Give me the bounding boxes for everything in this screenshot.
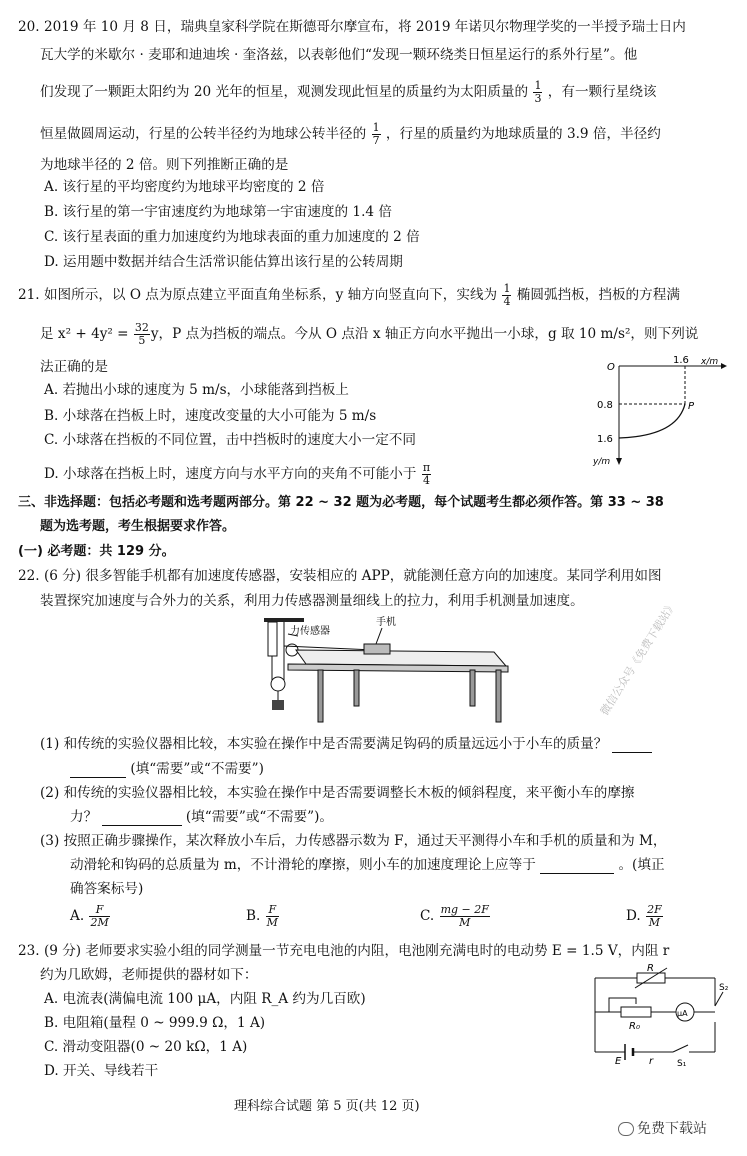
watermark-brand xyxy=(618,1118,707,1138)
q20-option-c: C. 该行星表面的重力加速度约为地球表面的重力加速度的 2 倍 xyxy=(44,229,420,245)
q20-line4-text: 恒星做圆周运动，行星的公转半径约为地球公转半径的 xyxy=(40,126,367,142)
frac-den: 3 xyxy=(534,92,542,105)
q21-option-b: B. 小球落在挡板上时，速度改变量的大小可能为 5 m/s xyxy=(44,408,377,424)
frac-num: 1 xyxy=(372,121,380,134)
fraction-pi-4 xyxy=(422,462,431,487)
frac-num: 1 xyxy=(503,282,511,295)
frac-num: F xyxy=(266,904,279,917)
choice-label: B. xyxy=(246,908,261,924)
y-arrow-icon xyxy=(616,458,622,465)
ellipse-arc-baffle xyxy=(619,404,685,438)
origin-label: O xyxy=(607,362,615,373)
x-tick-label: 1.6 xyxy=(673,355,689,366)
section3-line1: 三、非选择题：包括必考题和选考题两部分。第 22 ~ 32 题为必考题，每个试题考生都必须作答。第 33 ~ 38 xyxy=(18,495,664,510)
table-leg xyxy=(354,670,359,706)
q21-line1 xyxy=(18,283,680,308)
q22-line2: 装置探究加速度与合外力的关系，利用力传感器测量细线上的拉力，利用手机测量加速度。 xyxy=(40,593,584,609)
q23-line1: 23. (9 分) 老师要求实验小组的同学测量一节充电电池的内阻，电池刚充满电时的电动势 E = 1.5 V，内阻 r xyxy=(18,943,670,959)
frac-den: M xyxy=(459,916,471,929)
frac-num: 32 xyxy=(134,321,149,334)
answer-blank-1a[interactable] xyxy=(612,752,652,753)
q20-option-d: D. 运用题中数据并结合生活常识能估算出该行星的公转周期 xyxy=(44,254,403,270)
y-tick-label-1: 0.8 xyxy=(597,400,613,411)
q21-line1-tail: 椭圆弧挡板，挡板的方程满 xyxy=(516,287,680,303)
section3-line2: 题为选考题，考生根据要求作答。 xyxy=(40,519,236,534)
choice-label: D. xyxy=(626,908,641,924)
long-board xyxy=(296,650,506,666)
q20-line3-text: 们发现了一颗距太阳约为 20 光年的恒星，观测发现此恒星的质量约为太阳质量的 xyxy=(40,84,529,100)
q21-line1-text: 21. 如图所示，以 O 点为原点建立平面直角坐标系，y 轴方向竖直向下，实线为 xyxy=(18,287,498,303)
label-r-internal: r xyxy=(649,1056,654,1067)
phone-label: 手机 xyxy=(376,617,396,628)
q22-part3-line1: (3) 按照正确步骤操作，某次释放小车后，力传感器示数为 F，通过天平测得小车和手机的质量和为 M， xyxy=(40,833,667,849)
choice-label: C. xyxy=(420,908,435,924)
q20-option-b: B. 该行星的第一宇宙速度约为地球第一宇宙速度的 1.4 倍 xyxy=(44,204,392,220)
hook-weight xyxy=(272,700,284,710)
frac-den: M xyxy=(266,916,278,929)
q22-part1-hint: (填“需要”或“不需要”) xyxy=(130,761,264,777)
q20-option-a: A. 该行星的平均密度约为地球平均密度的 2 倍 xyxy=(44,179,325,195)
q22-choice-d xyxy=(626,904,664,929)
q22-part2-text: 力？ xyxy=(70,809,98,825)
movable-pulley xyxy=(271,677,285,691)
fraction-one-seventh xyxy=(372,122,381,147)
force-sensor xyxy=(268,622,277,656)
y-axis-label: y/m xyxy=(593,457,611,467)
frac-num: 2F xyxy=(647,903,662,916)
switch-s1 xyxy=(673,1045,688,1052)
frac-den: M xyxy=(648,916,661,929)
answer-blank-2[interactable] xyxy=(102,825,182,826)
label-microamp: μA xyxy=(677,1009,688,1018)
watermark-text: 免费下载站 xyxy=(637,1121,707,1137)
choice-fraction xyxy=(89,904,109,929)
q22-apparatus-figure xyxy=(258,614,520,730)
x-arrow-icon xyxy=(721,363,727,369)
frac-num: mg − 2F xyxy=(440,903,489,916)
answer-blank-1b[interactable] xyxy=(70,777,126,778)
q20-line5: 为地球半径的 2 倍。则下列推断正确的是 xyxy=(40,157,289,173)
q22-choice-c xyxy=(420,904,491,929)
rheostat-r0 xyxy=(621,1007,651,1017)
q21-line3: 法正确的是 xyxy=(40,359,108,375)
label-e: E xyxy=(615,1056,622,1067)
fraction-one-quarter xyxy=(502,283,511,308)
frac-num: 1 xyxy=(534,79,542,92)
q21-option-d-text: D. 小球落在挡板上时，速度方向与水平方向的夹角不可能小于 xyxy=(44,466,417,482)
q20-line4-tail: ，行星的质量约为地球质量的 3.9 倍，半径约 xyxy=(385,126,661,142)
q22-part1-line1 xyxy=(40,735,652,753)
q20-line3-tail: ，有一颗行星绕该 xyxy=(547,84,657,100)
table-leg xyxy=(470,670,475,706)
q21-option-a: A. 若抛出小球的速度为 5 m/s，小球能落到挡板上 xyxy=(44,382,349,398)
q22-part3-tail: 。(填正 xyxy=(618,857,665,873)
q22-part3-line2 xyxy=(70,856,665,874)
q23-line2: 约为几欧姆，老师提供的器材如下： xyxy=(40,967,258,983)
choice-fraction xyxy=(440,904,490,929)
label-r0: R₀ xyxy=(629,1021,640,1032)
frac-den: 7 xyxy=(372,134,380,147)
page-footer: 理科综合试题 第 5 页(共 12 页) xyxy=(234,1099,420,1114)
cart-with-phone xyxy=(364,644,390,654)
y-tick-label-2: 1.6 xyxy=(597,434,613,445)
diagonal-watermark: 微信公众号《免费下载站》 xyxy=(597,598,679,718)
q23-circuit-figure xyxy=(585,962,733,1070)
q20-line1: 20. 2019 年 10 月 8 日，瑞典皇家科学院在斯德哥尔摩宣布，将 2019 年诺贝尔物理学奖的一半授予瑞士日内 xyxy=(18,19,686,35)
label-r: R xyxy=(647,963,654,974)
frac-den: 4 xyxy=(422,474,430,487)
q22-part2-hint: (填“需要”或“不需要”)。 xyxy=(185,809,333,825)
answer-blank-3[interactable] xyxy=(540,873,614,874)
table-leg xyxy=(318,670,323,722)
choice-label: A. xyxy=(70,908,85,924)
q23-option-b: B. 电阻箱(量程 0 ~ 999.9 Ω，1 A) xyxy=(44,1015,266,1031)
q22-part2-line1: (2) 和传统的实验仪器相比较，本实验在操作中是否需要调整长木板的倾斜程度，来平衡小车的摩擦 xyxy=(40,785,635,801)
q20-line2: 瓦大学的米歇尔 · 麦耶和迪迪埃 · 奎洛兹，以表彰他们“发现一颗环绕类日恒星运行的系外行星”。他 xyxy=(40,47,638,63)
q22-choice-b xyxy=(246,904,280,929)
q23-option-a: A. 电流表(满偏电流 100 μA，内阻 R_A 约为几百欧) xyxy=(44,991,366,1007)
q22-part1-line2 xyxy=(70,760,264,778)
section3-subheading: (一) 必考题：共 129 分。 xyxy=(18,544,175,559)
ceiling-mount xyxy=(264,618,304,622)
table-leg xyxy=(496,670,501,722)
q22-part2-line2 xyxy=(70,808,333,826)
q21-option-d xyxy=(44,462,432,487)
wechat-icon xyxy=(618,1122,634,1136)
q20-line3 xyxy=(40,80,657,105)
label-s1: S₁ xyxy=(677,1059,687,1069)
label-s2: S₂ xyxy=(719,983,729,993)
switch-s2 xyxy=(715,992,723,1006)
frac-num: F xyxy=(89,904,109,917)
point-p-label: P xyxy=(688,401,695,412)
phone-leader xyxy=(376,628,382,644)
frac-num: π xyxy=(422,461,431,474)
q22-part3-text: 动滑轮和钩码的总质量为 m，不计滑轮的摩擦，则小车的加速度理论上应等于 xyxy=(70,857,536,873)
q22-part3-line3: 确答案标号) xyxy=(70,881,144,897)
q21-ellipse-figure xyxy=(585,352,730,472)
frac-den: 4 xyxy=(503,295,511,308)
q21-option-c: C. 小球落在挡板的不同位置，击中挡板时的速度大小一定不同 xyxy=(44,432,416,448)
q22-choice-a xyxy=(70,904,111,929)
fraction-one-third xyxy=(533,80,542,105)
q21-line2-tail: y，P 点为挡板的端点。今从 O 点沿 x 轴正方向水平抛出一小球，g 取 10 m/s²，则下列说 xyxy=(150,326,699,342)
q22-line1: 22. (6 分) 很多智能手机都有加速度传感器，安装相应的 APP，就能测任意方向的加速度。某同学利用如图 xyxy=(18,568,662,584)
q20-line4 xyxy=(40,122,661,147)
choice-fraction xyxy=(646,904,663,929)
q21-line2 xyxy=(40,322,698,347)
frac-den: 5 xyxy=(138,334,146,347)
force-sensor-label: 力传感器 xyxy=(290,626,330,637)
frac-den: 2M xyxy=(90,916,109,929)
q22-part1-text: (1) 和传统的实验仪器相比较，本实验在操作中是否需要满足钩码的质量远远小于小车的质量？ xyxy=(40,736,608,752)
q23-option-c: C. 滑动变阻器(0 ~ 20 kΩ，1 A) xyxy=(44,1039,248,1055)
q21-equation: 足 x² + 4y² = xyxy=(40,326,133,342)
x-axis-label: x/m xyxy=(701,357,719,367)
q23-option-d: D. 开关、导线若干 xyxy=(44,1063,159,1079)
fraction-32-5 xyxy=(134,322,150,347)
choice-fraction xyxy=(266,904,279,929)
